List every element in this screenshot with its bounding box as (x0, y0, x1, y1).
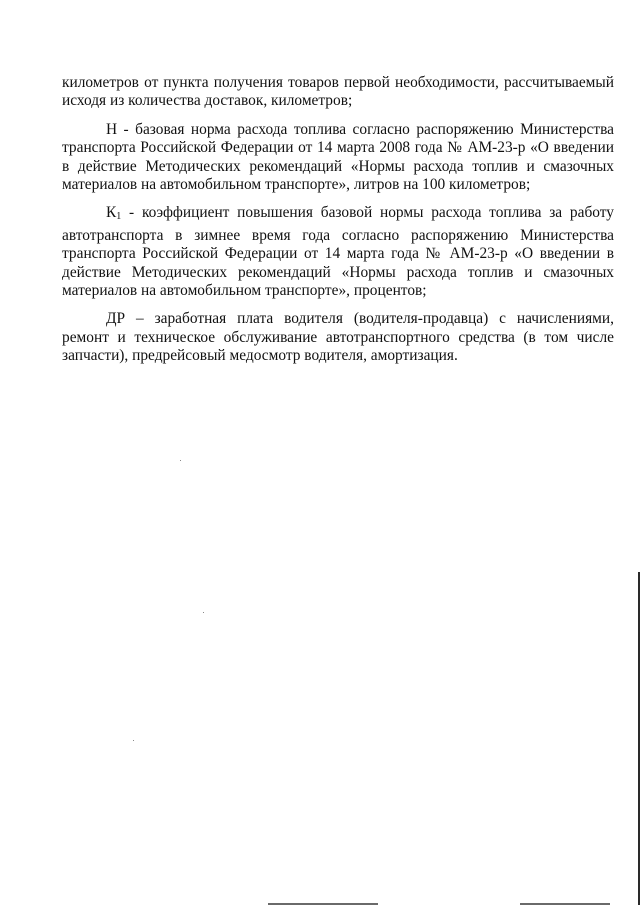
paragraph-distance-continuation: километров от пункта получения товаров первой необходимости, рассчитываемый исходя из количества доставок, километров; (62, 74, 614, 110)
paragraph-driver-costs: ДР – заработная плата водителя (водителя-продавца) с начислениями, ремонт и техническое обслуживание автотранспортного средства (в том числе запчасти), предрейсовый медосмотр водителя, амортизация. (62, 310, 614, 365)
paragraph-base-fuel-norm: Н - базовая норма расхода топлива согласно распоряжению Министерства транспорта Российской Федерации от 14 марта 2008 года № АМ-23-р «О введении в действие Методических рекомендаций «Нормы расхода топлив и смазочных материалов на автомобильном транспорте», литров на 100 километров; (62, 120, 614, 194)
paragraph-winter-coefficient (62, 204, 614, 300)
coefficient-description: - коэффициент повышения базовой нормы расхода топлива за работу автотранспорта в зимнее время года согласно распоряжению Министерства транспорта Российской Федерации от 14 марта года № АМ-23-р «О введении в действие Методических рекомендаций «Нормы расхода топлив и смазочных материалов на автомобильном транспорте», процентов; (62, 204, 614, 300)
coefficient-symbol: К (106, 204, 117, 222)
scan-speck (180, 460, 181, 461)
scan-speck (133, 740, 134, 741)
document-body (62, 74, 614, 376)
coefficient-subscript: 1 (116, 211, 122, 223)
scan-speck (203, 612, 204, 613)
